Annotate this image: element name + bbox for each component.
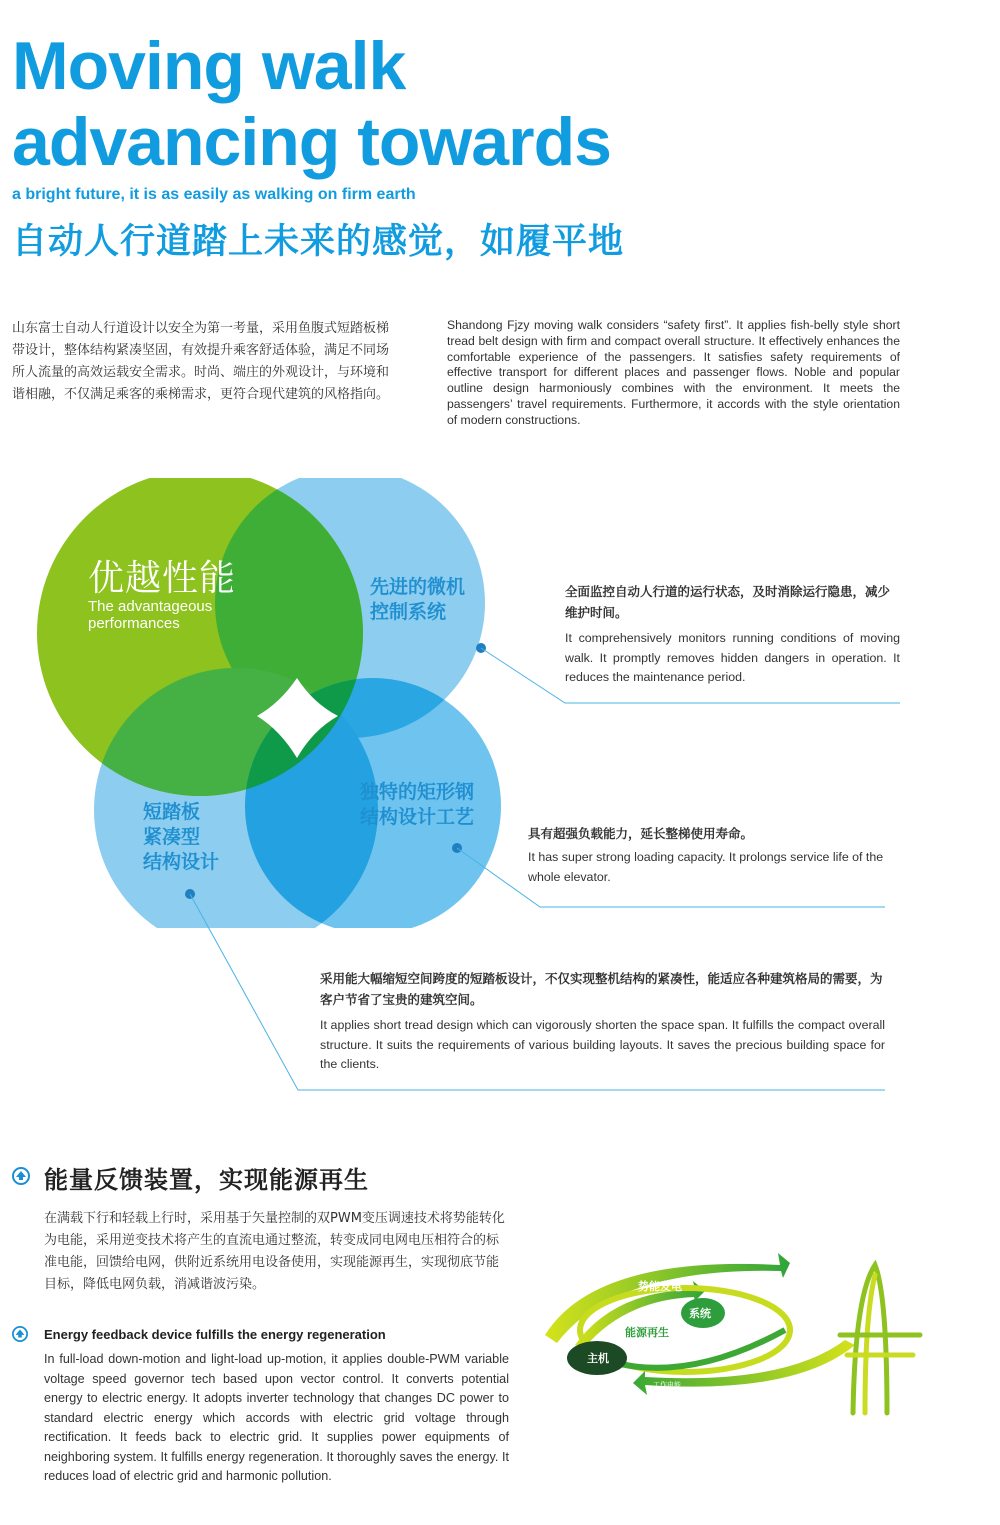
micro-label-line2: 控制系统 (370, 601, 447, 623)
short-tread-label (143, 800, 219, 875)
micro-description-cn: 全面监控自动人行道的运行状态，及时消除运行隐患，减少维护时间。 (565, 584, 891, 620)
energy-regeneration-diagram (535, 1235, 935, 1435)
rect-steel-label (360, 780, 474, 830)
page-subtitle: a bright future, it is as easily as walking on firm earth (12, 186, 416, 203)
section-arrow-icon (12, 1326, 28, 1342)
power-tower-icon (840, 1265, 920, 1413)
intro-english-paragraph: Shandong Fjzy moving walk considers “safety first”. It applies fish-belly style short tread belt design with firm and compact overall structure. It effectively enhances the comfortable experience of the passengers. It satisfies safety requirements of effective transport for different places and passenger flows. Noble and popular outline design harmoniously combines with the environment. It meets the passengers’ travel requirements. Furthermore, it accords with the style orientation of modern constructions. (447, 318, 900, 427)
rect-description-en: It has super strong loading capacity. It prolongs service life of the whole elevator. (528, 850, 884, 884)
micro-description-en: It comprehensively monitors running conditions of moving walk. It promptly removes hidden dangers in operation. It reduces the maintenance period. (565, 631, 900, 684)
page-title-line2: advancing towards (12, 104, 611, 180)
energy-section-body-cn: 在满载下行和轻载上行时，采用基于矢量控制的双PWM变压调速技术将势能转化为电能，采用逆变技术将产生的直流电通过整流，转变成同电网电压相符合的标准电能，回馈给电网，供附近系统用电设备使用，实现能源再生，实现彻底节能目标，降低电网负载，消减谐波污染。 (44, 1211, 505, 1292)
performance-label-cn: 优越性能 (88, 558, 237, 599)
system-label: 系统 (689, 1307, 711, 1320)
short-label-line2: 紧凑型 (143, 826, 201, 848)
rect-label-line2: 结构设计工艺 (360, 806, 475, 828)
short-label-line3: 结构设计 (143, 851, 220, 873)
micro-control-label (370, 575, 465, 625)
intro-chinese-paragraph: 山东富士自动人行道设计以安全为第一考量，采用鱼腹式短踏板梯带设计，整体结构紧凑坚固，有效提升乘客舒适体验，满足不同场所人流量的高效运载安全需求。时尚、端庄的外观设计，与环境和谐相融，不仅满足乘客的乘梯需求，更符合现代建筑的风格指向。 (12, 321, 390, 402)
micro-label-line1: 先进的微机 (370, 576, 466, 598)
energy-section-body-en: In full-load down-motion and light-load up-motion, it applies double-PWM variable voltage speed governor tech based upon vector control. It converts potential energy to electric energy. It adopts inverter technology that changes DC power to standard electric energy which accords with electric grid voltage through rectification. It feeds back to electric grid. It supplies power equipments of neighboring system. It fulfills energy regeneration. It thoroughly saves the energy. It reduces load of electric grid and harmonic pollution. (44, 1352, 509, 1483)
performance-label-en: The advantageous performances (88, 598, 213, 632)
potential-power-label: 势能发电 (638, 1280, 682, 1293)
section-arrow-icon (12, 1167, 30, 1185)
rect-description-cn: 具有超强负载能力，延长整梯使用寿命。 (528, 826, 754, 841)
feedback-grid-label: 回馈电网 (710, 1250, 754, 1263)
host-label: 主机 (587, 1352, 609, 1365)
rect-label-line1: 独特的矩形钢 (360, 781, 475, 803)
work-power-label: 工作电能 (653, 1381, 681, 1389)
energy-section-title-cn: 能量反馈装置，实现能源再生 (44, 1166, 369, 1194)
chinese-title: 自动人行道踏上未来的感觉，如履平地 (12, 222, 625, 261)
short-description-en: It applies short tread design which can vigorously shorten the space span. It fulfills the compact overall structure. It suits the requirements of various building layouts. It saves the precious building space for the clients. (320, 1018, 885, 1071)
regeneration-label: 能源再生 (625, 1326, 669, 1339)
energy-section-title-en: Energy feedback device fulfills the energy regeneration (44, 1327, 386, 1342)
short-description-cn: 采用能大幅缩短空间跨度的短踏板设计，不仅实现整机结构的紧凑性，能适应各种建筑格局的需要，为客户节省了宝贵的建筑空间。 (320, 971, 883, 1007)
short-label-line1: 短踏板 (143, 801, 201, 823)
page-title-line1: Moving walk (12, 28, 406, 104)
